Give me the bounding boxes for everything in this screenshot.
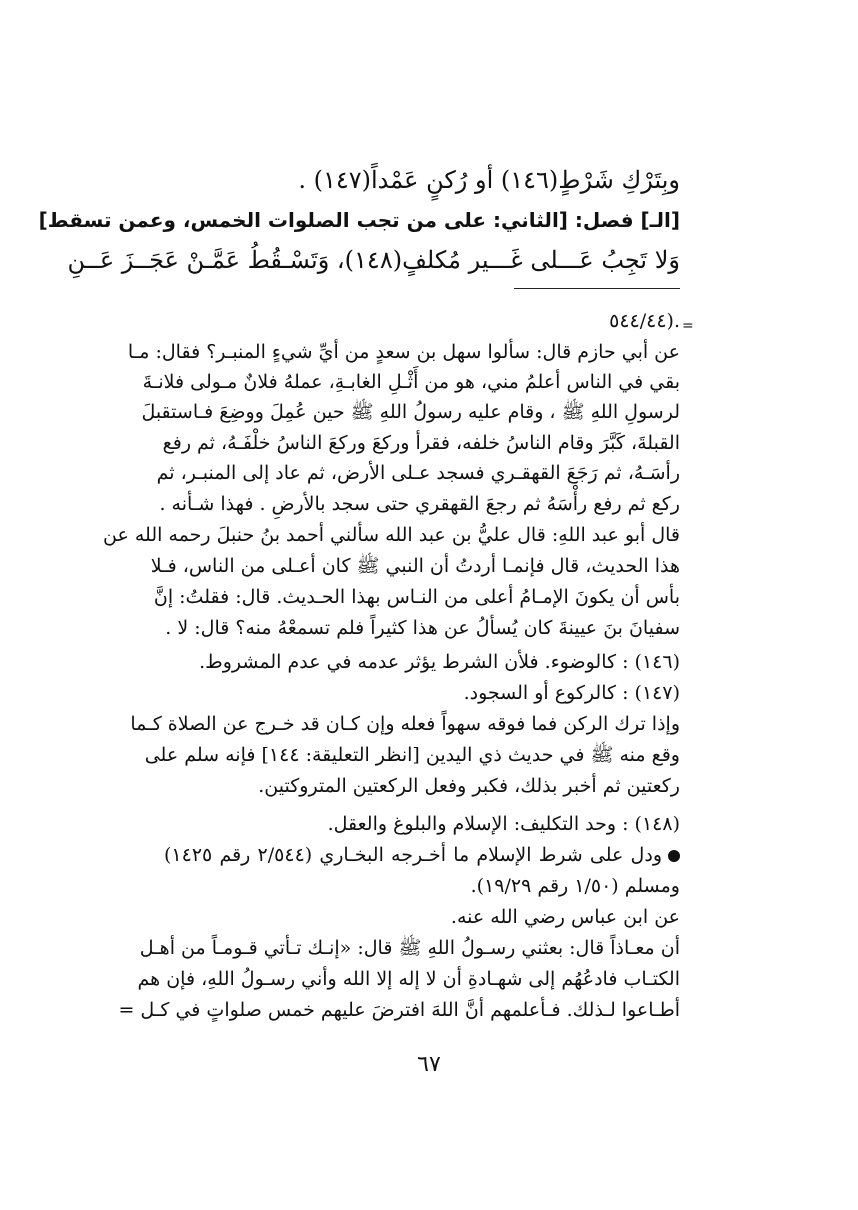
footnote-continued-line-3: بقي في الناس أعلمُ مني، هو من أَثْـلِ الغابـةِ، عملهُ فلانٌ مـولى فلانـةَ <box>142 371 680 393</box>
footnote-147-number: (١٤٧) <box>634 682 680 704</box>
footnote-continued-line-4: لرسولِ اللهِ ﷺ ، وقام عليه رسولُ اللهِ ﷺ حين عُمِلَ ووضِعَ فـاستقبلَ <box>141 401 680 423</box>
footnote-147-text: : كالركوع أو السجود. <box>463 682 629 704</box>
footnote-continued-line-11: سفيانَ بنَ عيينةَ كان يُسألُ عن هذا كثيراً فلم تسمعْهُ منه؟ قال: لا . <box>165 617 680 639</box>
footnote-divider <box>514 288 680 289</box>
continuation-marker: = <box>682 318 694 334</box>
footnote-continued-line-2: عن أبي حازم قال: سألوا سهل بن سعدٍ من أيِّ شيءٍ المنبـر؟ فقال: مـا <box>127 341 680 363</box>
footnote-148-line-4: أن معـاذاً قال: بعثني رسـولُ اللهِ ﷺ قال: «إنـك تـأتي قـومـاً من أهـل <box>139 937 680 959</box>
footnote-148-line-6: أطـاعوا لـذلك. فـأعلمهم أنَّ اللهَ افترضَ عليهم خمس صلواتٍ في كـل = <box>118 999 680 1021</box>
footnote-148-line-1 <box>164 846 680 865</box>
footnote-148-line-5: الكتـاب فادعُهُم إلى شهـادةِ أن لا إله إلا الله وأني رسـولُ اللهِ، فإن هم <box>137 968 680 990</box>
footnote-148-text: : وحد التكليف: الإسلام والبلوغ والعقل. <box>327 813 629 835</box>
footnote-147-line-2: وقع منه ﷺ في حديث ذي اليدين [انظر التعليقة: ١٤٤] فإنه سلم على <box>144 744 680 766</box>
footnote-146-number: (١٤٦) <box>634 651 680 673</box>
footnote-continued-line-8: قال أبو عبد اللهِ: قال عليُّ بن عبد الله سألني أحمد بنُ حنبلَ رحمه الله عن <box>103 524 680 546</box>
footnote-continued-line-1: .(٥٤٤/٤٤ <box>609 310 680 332</box>
footnote-continued-line-9: هذا الحديث، قال فإنمـا أردتُ أن النبي ﷺ كان أعـلى من الناس، فـلا <box>150 555 680 577</box>
footnote-147-line-3: ركعتين ثم أخبر بذلك، فكبر وفعل الركعتين المتروكتين. <box>258 775 680 797</box>
footnote-continued-line-10: بأس أن يكونَ الإمـامُ أعلى من النـاس بهذا الحـديث. قال: فقلتُ: إنَّ <box>153 586 680 608</box>
page-number: ٦٧ <box>417 1052 441 1077</box>
footnote-147 <box>164 684 680 703</box>
footnote-146 <box>164 653 680 672</box>
bullet-icon <box>668 850 680 862</box>
footnote-146-text: : كالوضوء. فلأن الشرط يؤثر عدمه في عدم المشروط. <box>199 651 629 673</box>
footnote-148-line-1-text: ودل على شرط الإسلام ما أخـرجه البخـاري (٢/٥٤٤ رقم ١٤٢٥) <box>164 844 662 866</box>
main-text-line-1: وبِتَرْكِ شَرْطٍ(١٤٦) أو رُكنٍ عَمْداً(١٤٧) . <box>298 166 680 194</box>
footnote-148-line-3: عن ابن عباس رضي الله عنه. <box>450 906 680 928</box>
footnote-147-line-1: وإذا ترك الركن فما فوقه سهواً فعله وإن كـان قد خـرج عن الصلاة كـما <box>130 713 680 735</box>
footnote-continued-line-6: رأسَـهُ، ثم رَجَعَ القهقـري فسجد عـلى الأرض، ثم عاد إلى المنبـر، ثم <box>156 462 680 484</box>
footnote-148-line-2: ومسلم (١/٥٠ رقم ١٩/٢٩). <box>470 875 680 897</box>
footnote-continued-line-5: القبلةَ، كَبَّرَ وقام الناسُ خلفه، فقرأ وركعَ وركعَ الناسُ خلْفَـهُ، ثم رفع <box>162 432 680 454</box>
main-text-line-2: وَلا تَجِبُ عَـــلى غَـــير مُكلفٍ(١٤٨)، وَتَسْـقُطُ عَمَّـنْ عَجَــزَ عَــنِ <box>67 246 680 274</box>
section-heading: [الـ] فصل: [الثاني: على من تجب الصلوات الخمس، وعمن تسقط] <box>38 208 680 232</box>
footnote-148-number: (١٤٨) <box>634 813 680 835</box>
footnote-continued-line-7: ركع ثم رفع رأْسَهُ ثم رجعَ القهقري حتى سجد بالأرضِ . فهذا شـأنه . <box>159 493 680 515</box>
footnote-148 <box>164 815 680 834</box>
